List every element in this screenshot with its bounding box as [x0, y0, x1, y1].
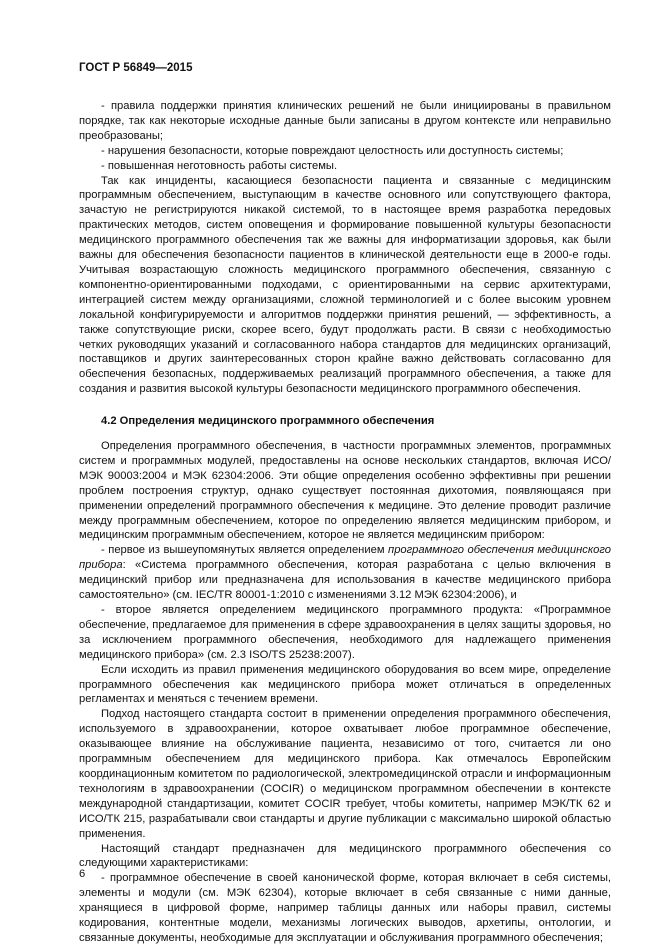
paragraph: Если исходить из правил применения медицинского оборудования во всем мире, определение программного обеспечения как медицинского прибора может отличаться в определенных регламентах и меняться с течением времени.	[79, 663, 611, 706]
paragraph: - повышенная неготовность работы системы.	[101, 159, 338, 172]
paragraph: Так как инциденты, касающиеся безопасности пациента и связанные с медицинским программным обеспечением, выступающим в качестве основного или сопутствующего фактора, зачастую не регистрируются никакой системой, то в настоящее время разработка передовых практических методов, систем оповещения и формирование повышенной культуры безопасности медицинского программного обеспечения так же важны для информатизации здоровья, как были важны для обеспечения безопасности пациентов в клинической деятельности еще в 2000-е годы. Учитывая возрастающую сложность медицинского программного обеспечения, связанную с компонентно-ориентированными подходами, с ориентированными на сервис архитектурами, интеграцией систем между организациями, сложной терминологией и с более высоким уровнем локальной конфигурируемости и алгоритмов поддержки принятия решений, — эффективность, а также сопутствующие риски, скорее всего, будут продолжать расти. В связи с необходимостью четких руководящих указаний и согласованного набора стандартов для медицинских организаций, поставщиков и других заинтересованных сторон крайне важно действовать согласованно для обеспечения безопасных, поддерживаемых реализаций программного обеспечения, а также для создания и развития высокой культуры безопасности медицинского программного обеспечения.	[79, 174, 611, 396]
italic-term: программного обеспечения медицинского прибора	[79, 544, 611, 572]
paragraph: Настоящий стандарт предназначен для медицинского программного обеспечения со следующими характеристиками:	[79, 842, 611, 870]
document-header: ГОСТ Р 56849—2015	[79, 62, 193, 74]
paragraph: Подход настоящего стандарта состоит в применении определения программного обеспечения, используемого в здравоохранении, которое охватывает любое программное обеспечение, оказывающее влияние на обслуживание пациента, независимо от того, считается ли оно программным обеспечением для медицинского прибора. Как отмечалось Европейским координационным комитетом по радиологической, электромедицинской отрасли и информационным технологиям в здравоохранении (COCIR) о медицинском программном обеспечении в контексте международной стандартизации, комитет COCIR требует, чтобы комитеты, например МЭК/ТК 62 и ИСО/ТК 215, разрабатывали свои стандарты и другие публикации с максимально широкой областью применения.	[79, 708, 611, 840]
text-run: - первое из вышеупомянутых является определением	[101, 544, 389, 557]
text-run: : «Система программного обеспечения, которая разработана с целью включения в медицинский прибор или предназначена для использования в качестве медицинского прибора самостоятельно» (см. IEC/TR 80001-1:2010 с изменениями 3.12 МЭК 62304:2006), и	[79, 559, 611, 602]
paragraph: - правила поддержки принятия клинических решений не были инициированы в правильном порядке, так как некоторые исходные данные были записаны в другом контексте или неправильно преобразованы;	[79, 100, 611, 142]
paragraph: - нарушения безопасности, которые повреждают целостность или доступность системы;	[101, 144, 564, 157]
document-body	[79, 99, 611, 946]
section-heading: 4.2 Определения медицинского программного обеспечения	[101, 415, 435, 428]
paragraph: - программное обеспечение в своей канонической форме, которая включает в себя системы, элементы и модули (см. МЭК 62304), которые включает в себя связанные с ними данные, хранящиеся в цифровой форме, например таблицы данных или наборы правил, системы кодирования, контентные модели, механизмы логических выводов, архетипы, онтологии, и связанные документы, необходимые для эксплуатации и обслуживания программного обеспечения;	[79, 872, 611, 944]
paragraph: Определения программного обеспечения, в частности программных элементов, программных систем и программных модулей, предоставлены на основе нескольких стандартов, включая ИСО/МЭК 90003:2004 и МЭК 62304:2006. Эти общие определения особенно эффективны при решении проблем построения структур, однако существует постоянная дихотомия, появляющаяся при применении определений программного обеспечения к медицине. Это деление проводит различие между программным обеспечением, которое по определению является медицинским прибором, и медицинским программным обеспечением, которое не является медицинским прибором:	[79, 440, 611, 542]
paragraph	[79, 543, 611, 603]
page-number: 6	[79, 868, 86, 880]
paragraph: - второе является определением медицинского программного продукта: «Программное обеспечение, предлагаемое для применения в сфере здравоохранения в целях защиты здоровья, но за исключением программного обеспечения, необходимого для надлежащего применения медицинского прибора» (см. 2.3 ISO/TS 25238:2007).	[79, 604, 611, 661]
